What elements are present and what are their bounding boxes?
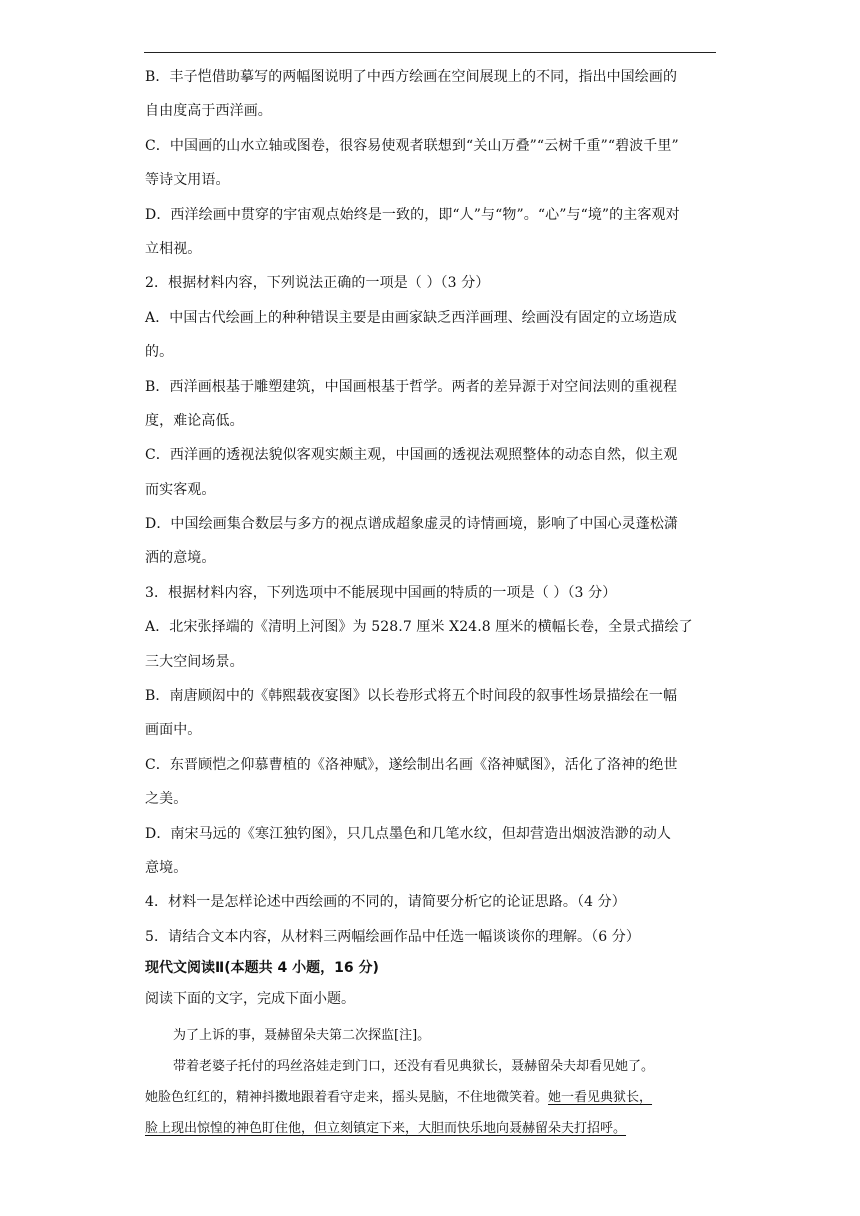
text-line: D．西洋绘画中贯穿的宇宙观点始终是一致的，即“人”与“物”。“心”与“境”的主客观对: [145, 206, 680, 223]
text-line: A．北宋张择端的《清明上河图》为 528.7 厘米 X24.8 厘米的横幅长卷，全景式描绘了: [145, 619, 693, 636]
question-5: 5．请结合文本内容，从材料三两幅绘画作品中任选一幅谈谈你的理解。（6 分）: [145, 928, 640, 945]
text-line: 立相视。: [145, 240, 202, 257]
text-line: C．西洋画的透视法貌似客观实颇主观，中国画的透视法观照整体的动态自然，似主观: [145, 447, 678, 464]
text-line: 意境。: [145, 859, 188, 876]
text-line: C．东晋顾恺之仰慕曹植的《洛神赋》，遂绘制出名画《洛神赋图》，活化了洛神的绝世: [145, 756, 678, 773]
passage-paragraph-2-line-1: 带着老婆子托付的玛丝洛娃走到门口，还没有看见典狱长，聂赫留朵夫却看见她了。: [173, 1058, 655, 1074]
question-2: 2．根据材料内容，下列说法正确的一项是（ ）（3 分）: [145, 275, 490, 292]
text-line: 的。: [145, 344, 174, 361]
underlined-passage-text: 脸上现出惊惶的神色盯住他，但立刻镇定下来，大胆而快乐地向聂赫留朵夫打招呼。: [145, 1120, 627, 1136]
text-line: B．丰子恺借助摹写的两幅图说明了中西方绘画在空间展现上的不同，指出中国绘画的: [145, 69, 678, 85]
section-intro: 阅读下面的文字，完成下面小题。: [145, 990, 355, 1007]
document-body: [145, 68, 717, 1151]
underlined-passage-text: 她一看见典狱长，: [548, 1089, 653, 1105]
reading-passage: [145, 1027, 717, 1138]
question-block: [145, 68, 717, 947]
text-line: 画面中。: [145, 722, 202, 739]
text-line: B．西洋画根基于雕塑建筑，中国画根基于哲学。两者的差异源于对空间法则的重视程: [145, 378, 678, 395]
text-line: A．中国古代绘画上的种种错误主要是由画家缺乏西洋画理、绘画没有固定的立场造成: [145, 309, 677, 326]
text-line: 三大空间场景。: [145, 653, 244, 670]
question-3: 3．根据材料内容，下列选项中不能展现中国画的特质的一项是（ ）（3 分）: [145, 584, 617, 601]
text-line: 而实客观。: [145, 481, 216, 498]
text-line: 等诗文用语。: [145, 172, 230, 189]
section-title: 现代文阅读Ⅱ(本题共 4 小题，16 分): [145, 959, 379, 976]
text-line: C．中国画的山水立轴或图卷，很容易使观者联想到“关山万叠”“云树千重”“碧波千里”: [145, 137, 679, 154]
text-line: 度，难论高低。: [145, 412, 244, 429]
passage-paragraph-2-line-2: [145, 1089, 717, 1107]
passage-text: 她脸色红红的，精神抖擞地跟着看守走来，摇头晃脑，不住地微笑着。: [145, 1089, 549, 1105]
text-line: D．中国绘画集合数层与多方的视点谱成超象虚灵的诗情画境，影响了中国心灵蓬松潇: [145, 516, 679, 533]
text-line: B．南唐顾闳中的《韩熙载夜宴图》以长卷形式将五个时间段的叙事性场景描绘在一幅: [145, 688, 678, 705]
header-rule: [144, 52, 716, 53]
text-line: 洒的意境。: [145, 550, 216, 567]
passage-paragraph-2-line-3: [145, 1120, 717, 1138]
text-line: 之美。: [145, 791, 188, 808]
text-line: 自由度高于西洋画。: [145, 103, 272, 120]
text-line: D．南宋马远的《寒江独钓图》，只几点墨色和几笔水纹，但却营造出烟波浩渺的动人: [145, 825, 672, 842]
question-4: 4．材料一是怎样论述中西绘画的不同的，请简要分析它的论证思路。（4 分）: [145, 894, 626, 911]
passage-paragraph-1: 为了上诉的事，聂赫留朵夫第二次探监[注]。: [173, 1027, 431, 1043]
